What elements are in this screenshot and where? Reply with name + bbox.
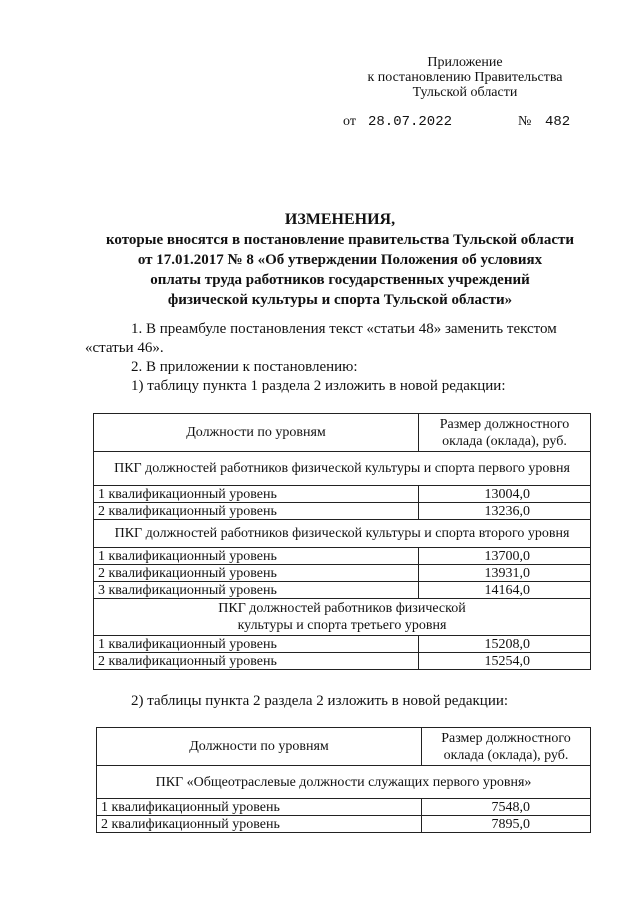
level-cell: 1 квалификационный уровень — [94, 548, 419, 565]
title-line: физической культуры и спорта Тульской области» — [167, 292, 513, 308]
salary-cell: 7548,0 — [422, 799, 591, 816]
group-title: ПКГ «Общеотраслевые должности служащих первого уровня» — [97, 766, 591, 799]
table-header-positions: Должности по уровням — [94, 414, 419, 452]
document-title — [70, 210, 610, 310]
salary-cell: 15208,0 — [419, 636, 591, 653]
salary-table-2 — [96, 727, 591, 833]
date-prefix: от — [343, 114, 356, 129]
decree-number: 482 — [545, 114, 571, 130]
table-row — [94, 636, 591, 653]
attachment-header — [340, 55, 590, 100]
paragraph-1: 1. В преамбуле постановления текст «статьи 48» заменить текстом — [131, 321, 557, 337]
level-cell: 2 квалификационный уровень — [94, 653, 419, 670]
level-cell: 2 квалификационный уровень — [97, 816, 422, 833]
group-title: ПКГ должностей работников физической культуры и спорта первого уровня — [94, 452, 591, 486]
level-cell: 2 квалификационный уровень — [94, 503, 419, 520]
level-cell: 2 квалификационный уровень — [94, 565, 419, 582]
title-main: ИЗМЕНЕНИЯ, — [284, 211, 396, 228]
level-cell: 1 квалификационный уровень — [97, 799, 422, 816]
table-row — [94, 582, 591, 599]
group-title: ПКГ должностей работников физической культуры и спорта третьего уровня — [94, 599, 591, 636]
paragraph-1-cont: «статьи 46». — [85, 340, 164, 356]
level-cell: 1 квалификационный уровень — [94, 486, 419, 503]
paragraph-3: 1) таблицу пункта 1 раздела 2 изложить в новой редакции: — [131, 378, 506, 394]
attachment-line: Приложение — [427, 55, 503, 70]
group-title: ПКГ должностей работников физической культуры и спорта второго уровня — [94, 520, 591, 548]
paragraph-2: 2. В приложении к постановлению: — [131, 359, 358, 375]
table-row — [94, 486, 591, 503]
salary-cell: 7895,0 — [422, 816, 591, 833]
table-header-salary: Размер должностного оклада (оклада), руб. — [422, 728, 591, 766]
decree-date: 28.07.2022 — [368, 114, 453, 130]
number-prefix: № — [518, 114, 532, 129]
table-row — [97, 816, 591, 833]
table-row — [97, 799, 591, 816]
title-line: оплаты труда работников государственных учреждений — [150, 272, 530, 288]
table-row — [94, 653, 591, 670]
level-cell: 3 квалификационный уровень — [94, 582, 419, 599]
paragraph-4: 2) таблицы пункта 2 раздела 2 изложить в новой редакции: — [131, 693, 509, 709]
table-header-salary: Размер должностного оклада (оклада), руб. — [419, 414, 591, 452]
salary-cell: 13700,0 — [419, 548, 591, 565]
level-cell: 1 квалификационный уровень — [94, 636, 419, 653]
salary-cell: 13931,0 — [419, 565, 591, 582]
table-row — [94, 548, 591, 565]
table-row — [94, 503, 591, 520]
title-line: от 17.01.2017 № 8 «Об утверждении Положения об условиях — [137, 252, 543, 268]
salary-cell: 13236,0 — [419, 503, 591, 520]
title-line: которые вносятся в постановление правительства Тульской области — [105, 232, 575, 248]
table-row — [94, 565, 591, 582]
salary-cell: 13004,0 — [419, 486, 591, 503]
table-header-positions: Должности по уровням — [97, 728, 422, 766]
salary-table-1 — [93, 413, 591, 670]
salary-cell: 15254,0 — [419, 653, 591, 670]
attachment-line: к постановлению Правительства — [367, 70, 563, 85]
attachment-line: Тульской области — [412, 85, 518, 100]
salary-cell: 14164,0 — [419, 582, 591, 599]
